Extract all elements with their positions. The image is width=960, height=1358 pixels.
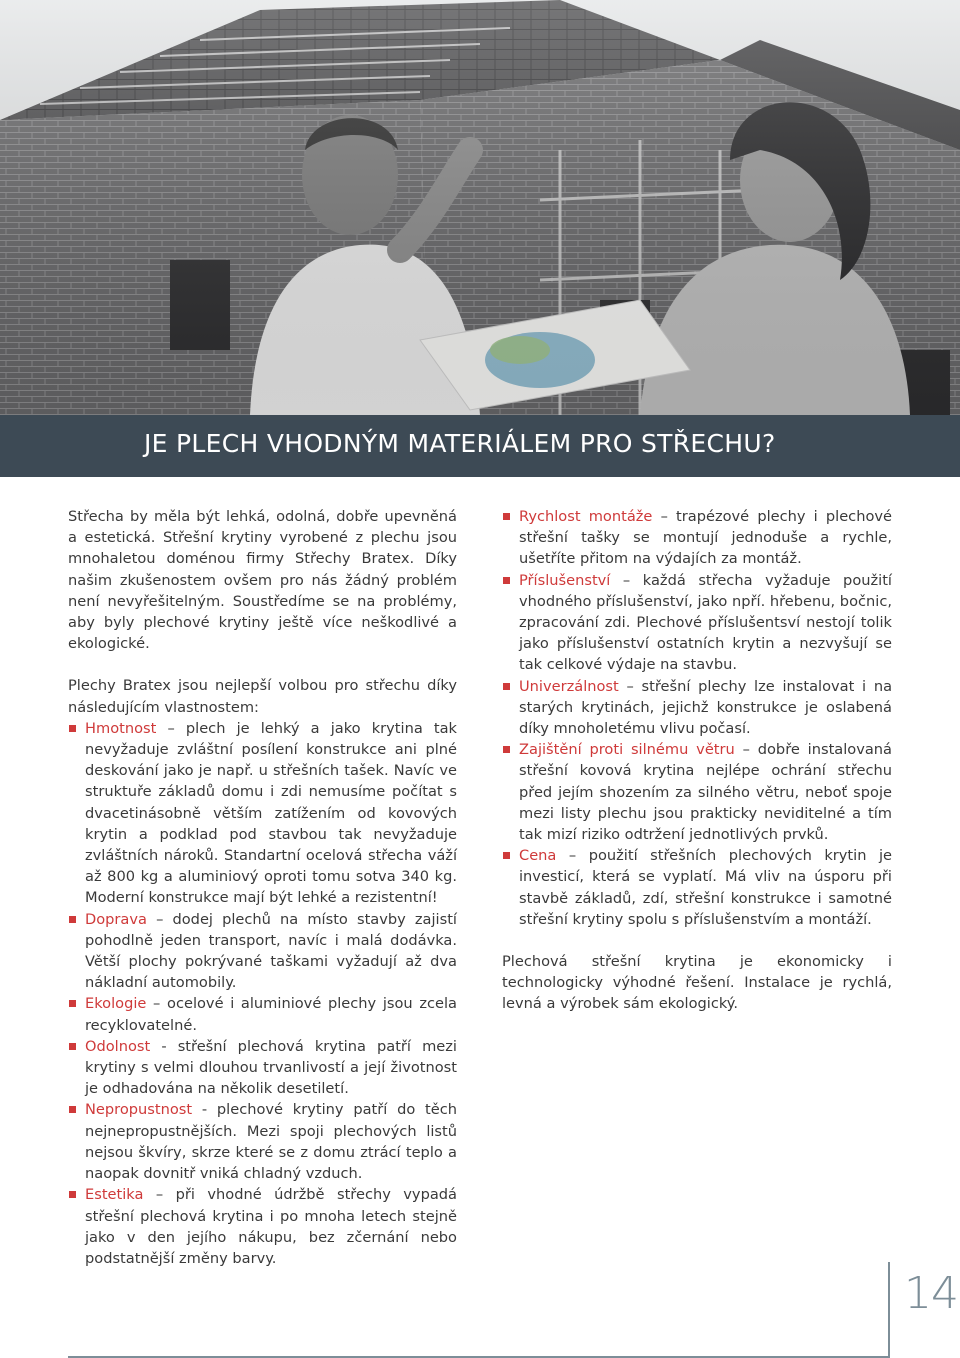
term-doprava: Doprava — [85, 910, 147, 928]
list-item — [68, 993, 457, 1035]
term-estetika: Estetika — [85, 1186, 144, 1204]
list-item — [68, 1099, 457, 1184]
list-item — [502, 739, 892, 845]
item-text: střešní plechová krytina patří mezi krytiny s velmi dlouhou trvanlivostí a její životnost je odhadována na několik desetiletí. — [85, 1037, 457, 1098]
item-text: střešní plechy lze instalovat i na starých krytinách, jejichž konstrukce je oslabená díky mnoholetému vlivu počasí. — [519, 677, 893, 738]
separator: – — [143, 1186, 176, 1204]
item-text: trapézové plechy i plechové střešní tašky se montují jednoduše a rychle, ušetříte přitom na výdajích za montáž. — [519, 508, 893, 568]
separator: – — [156, 719, 186, 737]
list-item — [68, 909, 457, 994]
item-text: použití střešních plechových krytin je investicí, která se vyplatí. Má vliv na úsporu při stavbě základů, zdí, střešní konstrukce i samotné střešní krytiny spolu s příslušenstvím a montáží. — [519, 847, 892, 928]
term-hmotnost: Hmotnost — [85, 719, 157, 737]
item-text: plechové krytiny patří do těch nejnepropustnějších. Mezi spoji plechových listů nejsou škvíry, skrze které se z domu ztrácí teplo a naopak dovnitř vniká chladný vzduch. — [85, 1101, 458, 1183]
item-text: dodej plechů na místo stavby zajistí pohodlně jeden transport, navíc i malá dodávka. Větší plochy pokrývané taškami vyžadují až dva nákladní automobily. — [85, 910, 457, 992]
term-univerzalnost: Univerzálnost — [519, 677, 619, 695]
item-text: při vhodné údržbě střechy vypadá střešní plechová krytina i po mnoha letech stejně jako v den jejího nákupu, bez zčernání nebo podstatnější změny barvy. — [85, 1186, 457, 1267]
properties-list-right — [502, 506, 892, 930]
term-nepropustnost: Nepropustnost — [85, 1101, 193, 1119]
item-text: každá střecha vyžaduje použití vhodného příslušenství, jako npří. hřebenu, bočnic, zpracování zdi. Plechové příslušentsví nestojí tolik jako příslušenství ostatních krytin a nezvyšují se tak celkové výdaje na stavbu. — [519, 571, 892, 674]
properties-list-left — [68, 718, 457, 1269]
page-number-divider — [888, 1262, 890, 1358]
term-odolnost: Odolnost — [85, 1037, 151, 1055]
term-prislusenstvi: Příslušenství — [519, 571, 611, 589]
title-banner — [0, 415, 960, 477]
separator: – — [556, 847, 589, 865]
list-item — [502, 845, 892, 930]
term-cena: Cena — [519, 847, 557, 865]
separator: – — [652, 508, 677, 525]
item-text: dobře instalovaná střešní kovová krytina nejlépe ochrání střechu před jejím shozením za silného větru, neboť spoje mezi listy plechu jsou prakticky neviditelné a tím tak mizí riziko odtržení jednotlivých prvků. — [519, 741, 892, 844]
item-text: ocelové i aluminiové plechy jsou zcela recyklovatelné. — [85, 995, 457, 1034]
separator: – — [618, 677, 642, 695]
hero-illustration — [0, 0, 960, 415]
list-item — [502, 676, 892, 740]
term-rychlost-montaze: Rychlost montáže — [519, 508, 653, 525]
list-item — [68, 718, 457, 909]
list-item — [502, 570, 892, 676]
closing-paragraph: Plechová střešní krytina je ekonomicky i technologicky výhodné řešení. Instalace je rychlá, levná a výrobek sám ekologický. — [502, 953, 892, 1013]
page-title: JE PLECH VHODNÝM MATERIÁLEM PRO STŘECHU? — [144, 429, 776, 458]
term-ekologie: Ekologie — [85, 995, 147, 1013]
term-zajisteni-proti-vetru: Zajištění proti silnému větru — [519, 741, 735, 759]
right-column — [502, 506, 892, 1036]
separator: - — [192, 1101, 217, 1119]
lead-paragraph: Plechy Bratex jsou nejlepší volbou pro střechu díky následujícím vlastnostem: — [68, 677, 457, 716]
page-number: 14 — [904, 1268, 958, 1319]
left-column — [68, 506, 457, 1290]
list-item — [502, 506, 892, 570]
item-text: plech je lehký a jako krytina tak nevyžaduje zvláštní posílení konstrukce ani plné deskování jako je např. u střešních tašek. Navíc ve struktuře základů domu i zdi nemusíme počítat s dvacetinásobně větším zatížením od kovových krytin a podklad pod stavbou tak nevyžaduje zvláštních nároků. Standartní ocelová střecha váží až 800 kg a aluminiový oproti tomu sotva 340 kg. Moderní konstrukce mají být lehké a rezistentní! — [85, 719, 457, 907]
intro-paragraph: Střecha by měla být lehká, odolná, dobře upevněná a estetická. Střešní krytiny vyrobené z plechu jsou mnohaletou doménou firmy Střechy Bratex. Díky našim zkušenostem ovšem pro nás žádný problém není nevyřešitelným. Soustředíme se na problémy, aby byly plechové krytiny ještě více neškodlivé a ekologické. — [68, 508, 457, 653]
list-item — [68, 1036, 457, 1100]
list-item — [68, 1184, 457, 1269]
separator: – — [146, 995, 168, 1013]
separator: – — [146, 910, 173, 928]
separator: – — [734, 741, 758, 759]
separator: – — [610, 571, 643, 589]
separator: - — [150, 1037, 178, 1055]
hero-photo — [0, 0, 960, 415]
